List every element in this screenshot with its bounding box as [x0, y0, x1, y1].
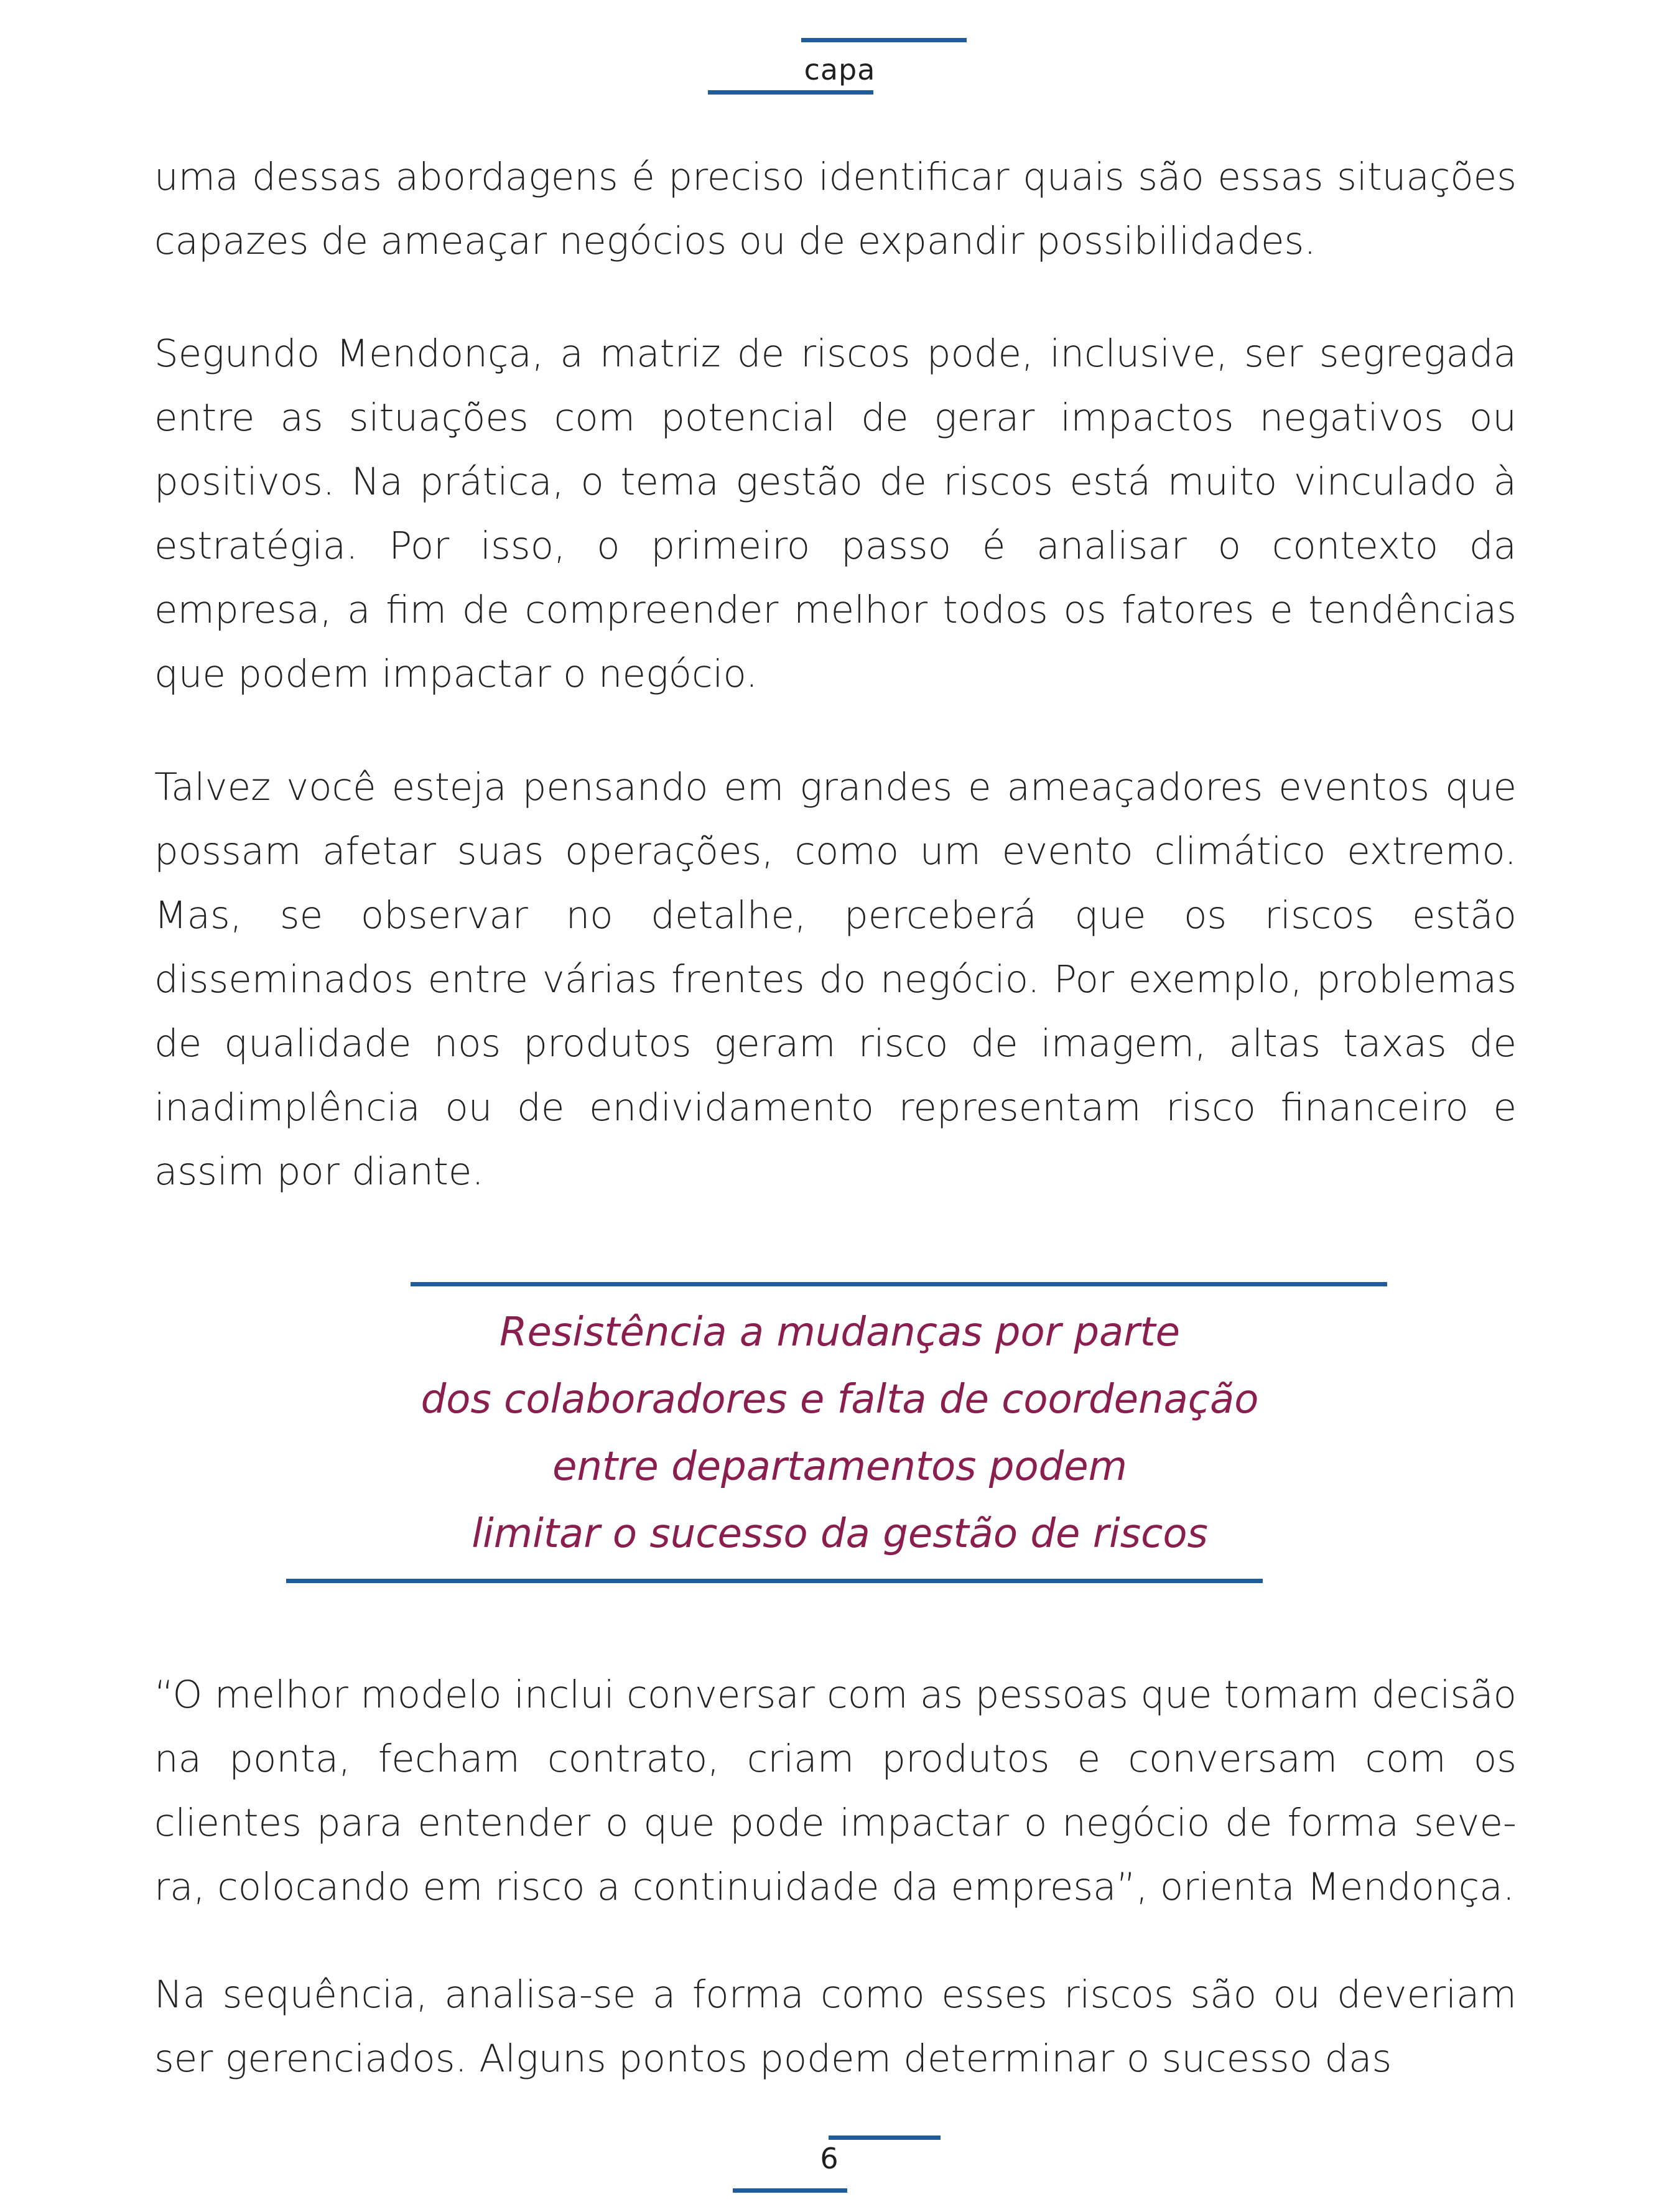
footer-rule-bottom — [733, 2188, 847, 2193]
body-paragraph-3: Talvez você esteja pensando em grandes e ameaçadores eventos que possam afetar suas operações, como um evento climático extremo. Mas, se observar no detalhe, perceberá que os riscos estão disseminados entre várias frentes do negócio. Por exemplo, problemas de qualidade nos produtos geram risco de imagem, altas taxas de inadimplência ou de endividamento representam risco financeiro e assim por diante. — [154, 765, 1517, 1194]
body-paragraph-5: Na sequência, analisa-se a forma como esses riscos são ou deveriam ser gerenciados. Alguns pontos podem determinar o sucesso das — [154, 1973, 1517, 2081]
pull-quote-line-3: entre departamentos podem — [552, 1444, 1127, 1490]
page-number: 6 — [820, 2142, 839, 2175]
body-paragraph-1: uma dessas abordagens é preciso identificar quais são essas situações capazes de ameaçar negócios ou de expandir possibilidades. — [154, 155, 1517, 263]
pull-quote — [348, 1299, 1331, 1568]
pull-quote-line-2: dos colaboradores e falta de coordenação — [421, 1377, 1259, 1423]
section-label: capa — [804, 53, 876, 86]
pull-quote-line-1: Resistência a mudanças por parte — [500, 1309, 1180, 1355]
footer-rule-top — [829, 2135, 941, 2140]
pull-quote-rule-top — [411, 1282, 1387, 1286]
body-paragraph-2: Segundo Mendonça, a matriz de riscos pode, inclusive, ser segregada entre as situações com potencial de gerar impactos negativos ou positivos. Na prática, o tema gestão de riscos está muito vinculado à estratégia. Por isso, o primeiro passo é analisar o contexto da empresa, a fim de compreender melhor todos os fatores e tendências que podem impactar o negócio. — [154, 332, 1517, 696]
pull-quote-line-4: limitar o sucesso da gestão de riscos — [472, 1511, 1208, 1557]
pull-quote-rule-bottom — [286, 1579, 1263, 1583]
body-paragraph-4: “O melhor modelo inclui conversar com as pessoas que tomam decisão na ponta, fecham contrato, criam produtos e conversam com os clientes para entender o que pode impactar o negócio de forma severa, colocando em risco a continuidade da empresa”, orienta Mendonça. — [154, 1673, 1517, 1909]
header-rule-top — [801, 38, 967, 42]
header-rule-bottom — [708, 90, 873, 95]
